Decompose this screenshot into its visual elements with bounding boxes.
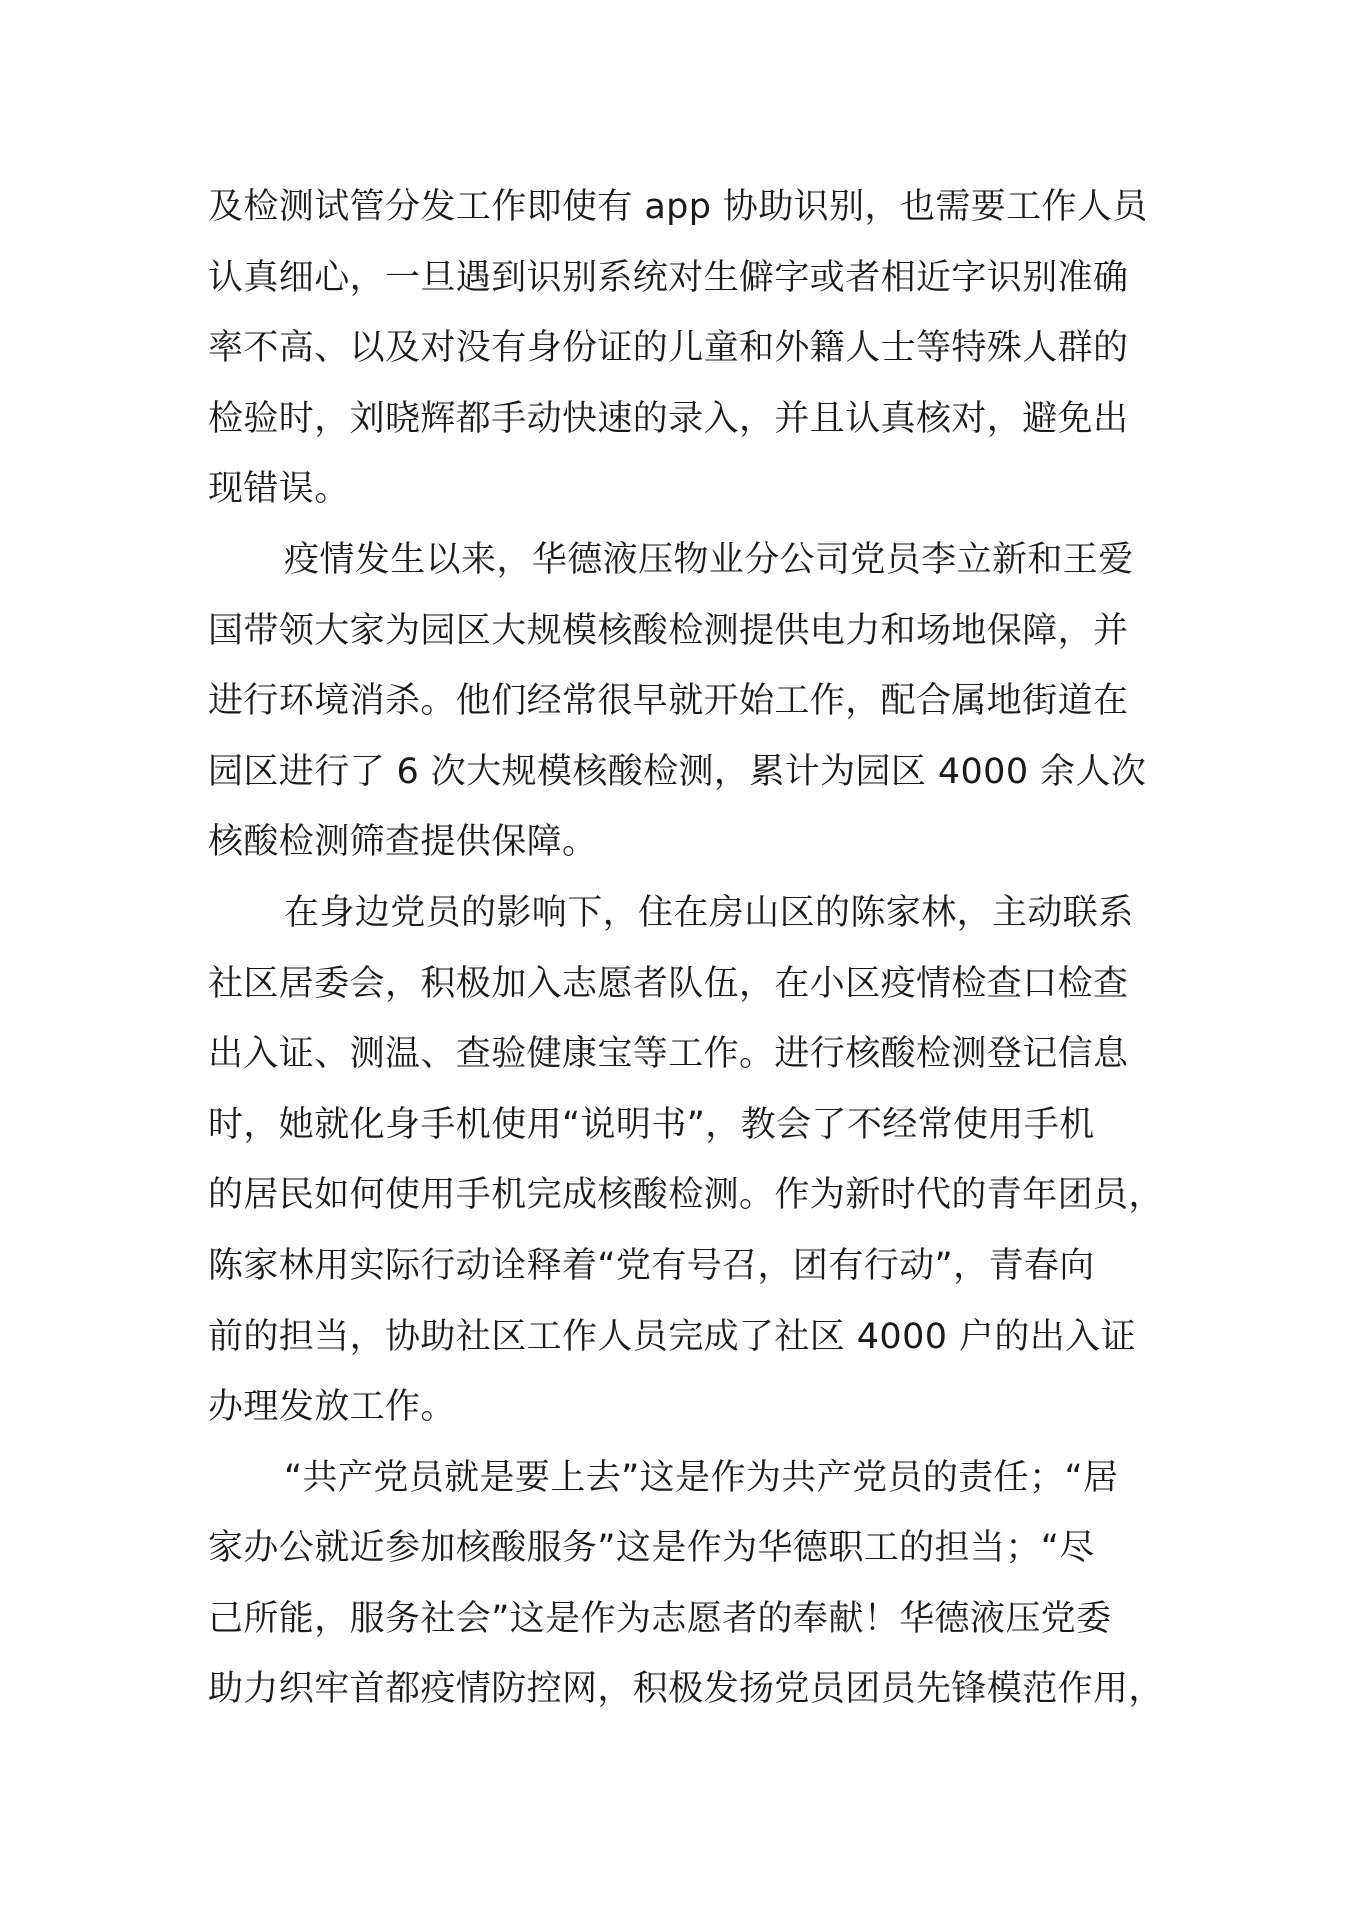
text-line: 园区进行了 6 次大规模核酸检测，累计为园区 4000 余人次 — [208, 751, 1147, 792]
text-line: 出入证、测温、查验健康宝等工作。进行核酸检测登记信息 — [208, 1034, 1129, 1075]
text-line: 核酸检测筛查提供保障。 — [208, 822, 598, 863]
paragraph-1 — [208, 172, 1178, 525]
text-line: 前的担当，协助社区工作人员完成了社区 4000 户的出入证 — [208, 1316, 1136, 1357]
text-line: 己所能，服务社会”这是作为志愿者的奉献！华德液压党委 — [208, 1598, 1112, 1639]
text-line: 家办公就近参加核酸服务”这是作为华德职工的担当；“尽 — [208, 1528, 1095, 1569]
text-line: 在身边党员的影响下，住在房山区的陈家林，主动联系 — [284, 892, 1134, 933]
text-line: “共产党员就是要上去”这是作为共产党员的责任；“居 — [284, 1457, 1119, 1498]
text-line: 疫情发生以来，华德液压物业分公司党员李立新和王爱 — [284, 539, 1134, 580]
text-line: 认真细心，一旦遇到识别系统对生僻字或者相近字识别准确 — [208, 257, 1129, 298]
text-line: 陈家林用实际行动诠释着“党有号召，团有行动”，青春向 — [208, 1245, 1095, 1286]
text-line: 的居民如何使用手机完成核酸检测。作为新时代的青年团员， — [208, 1175, 1164, 1216]
paragraph-4 — [208, 1443, 1178, 1725]
text-line: 助力织牢首都疫情防控网，积极发扬党员团员先锋模范作用， — [208, 1669, 1164, 1710]
text-line: 率不高、以及对没有身份证的儿童和外籍人士等特殊人群的 — [208, 328, 1129, 369]
paragraph-3 — [208, 878, 1178, 1443]
text-line: 检验时，刘晓辉都手动快速的录入，并且认真核对，避免出 — [208, 398, 1129, 439]
text-line: 社区居委会，积极加入志愿者队伍，在小区疫情检查口检查 — [208, 963, 1129, 1004]
text-line: 时，她就化身手机使用“说明书”，教会了不经常使用手机 — [208, 1104, 1095, 1145]
text-line: 现错误。 — [208, 469, 350, 510]
text-line: 国带领大家为园区大规模核酸检测提供电力和场地保障，并 — [208, 610, 1129, 651]
text-line: 及检测试管分发工作即使有 app 协助识别，也需要工作人员 — [208, 187, 1148, 227]
body-text — [208, 172, 1178, 1725]
paragraph-2 — [208, 525, 1178, 878]
text-line: 进行环境消杀。他们经常很早就开始工作，配合属地街道在 — [208, 681, 1129, 722]
text-line: 办理发放工作。 — [208, 1387, 456, 1428]
